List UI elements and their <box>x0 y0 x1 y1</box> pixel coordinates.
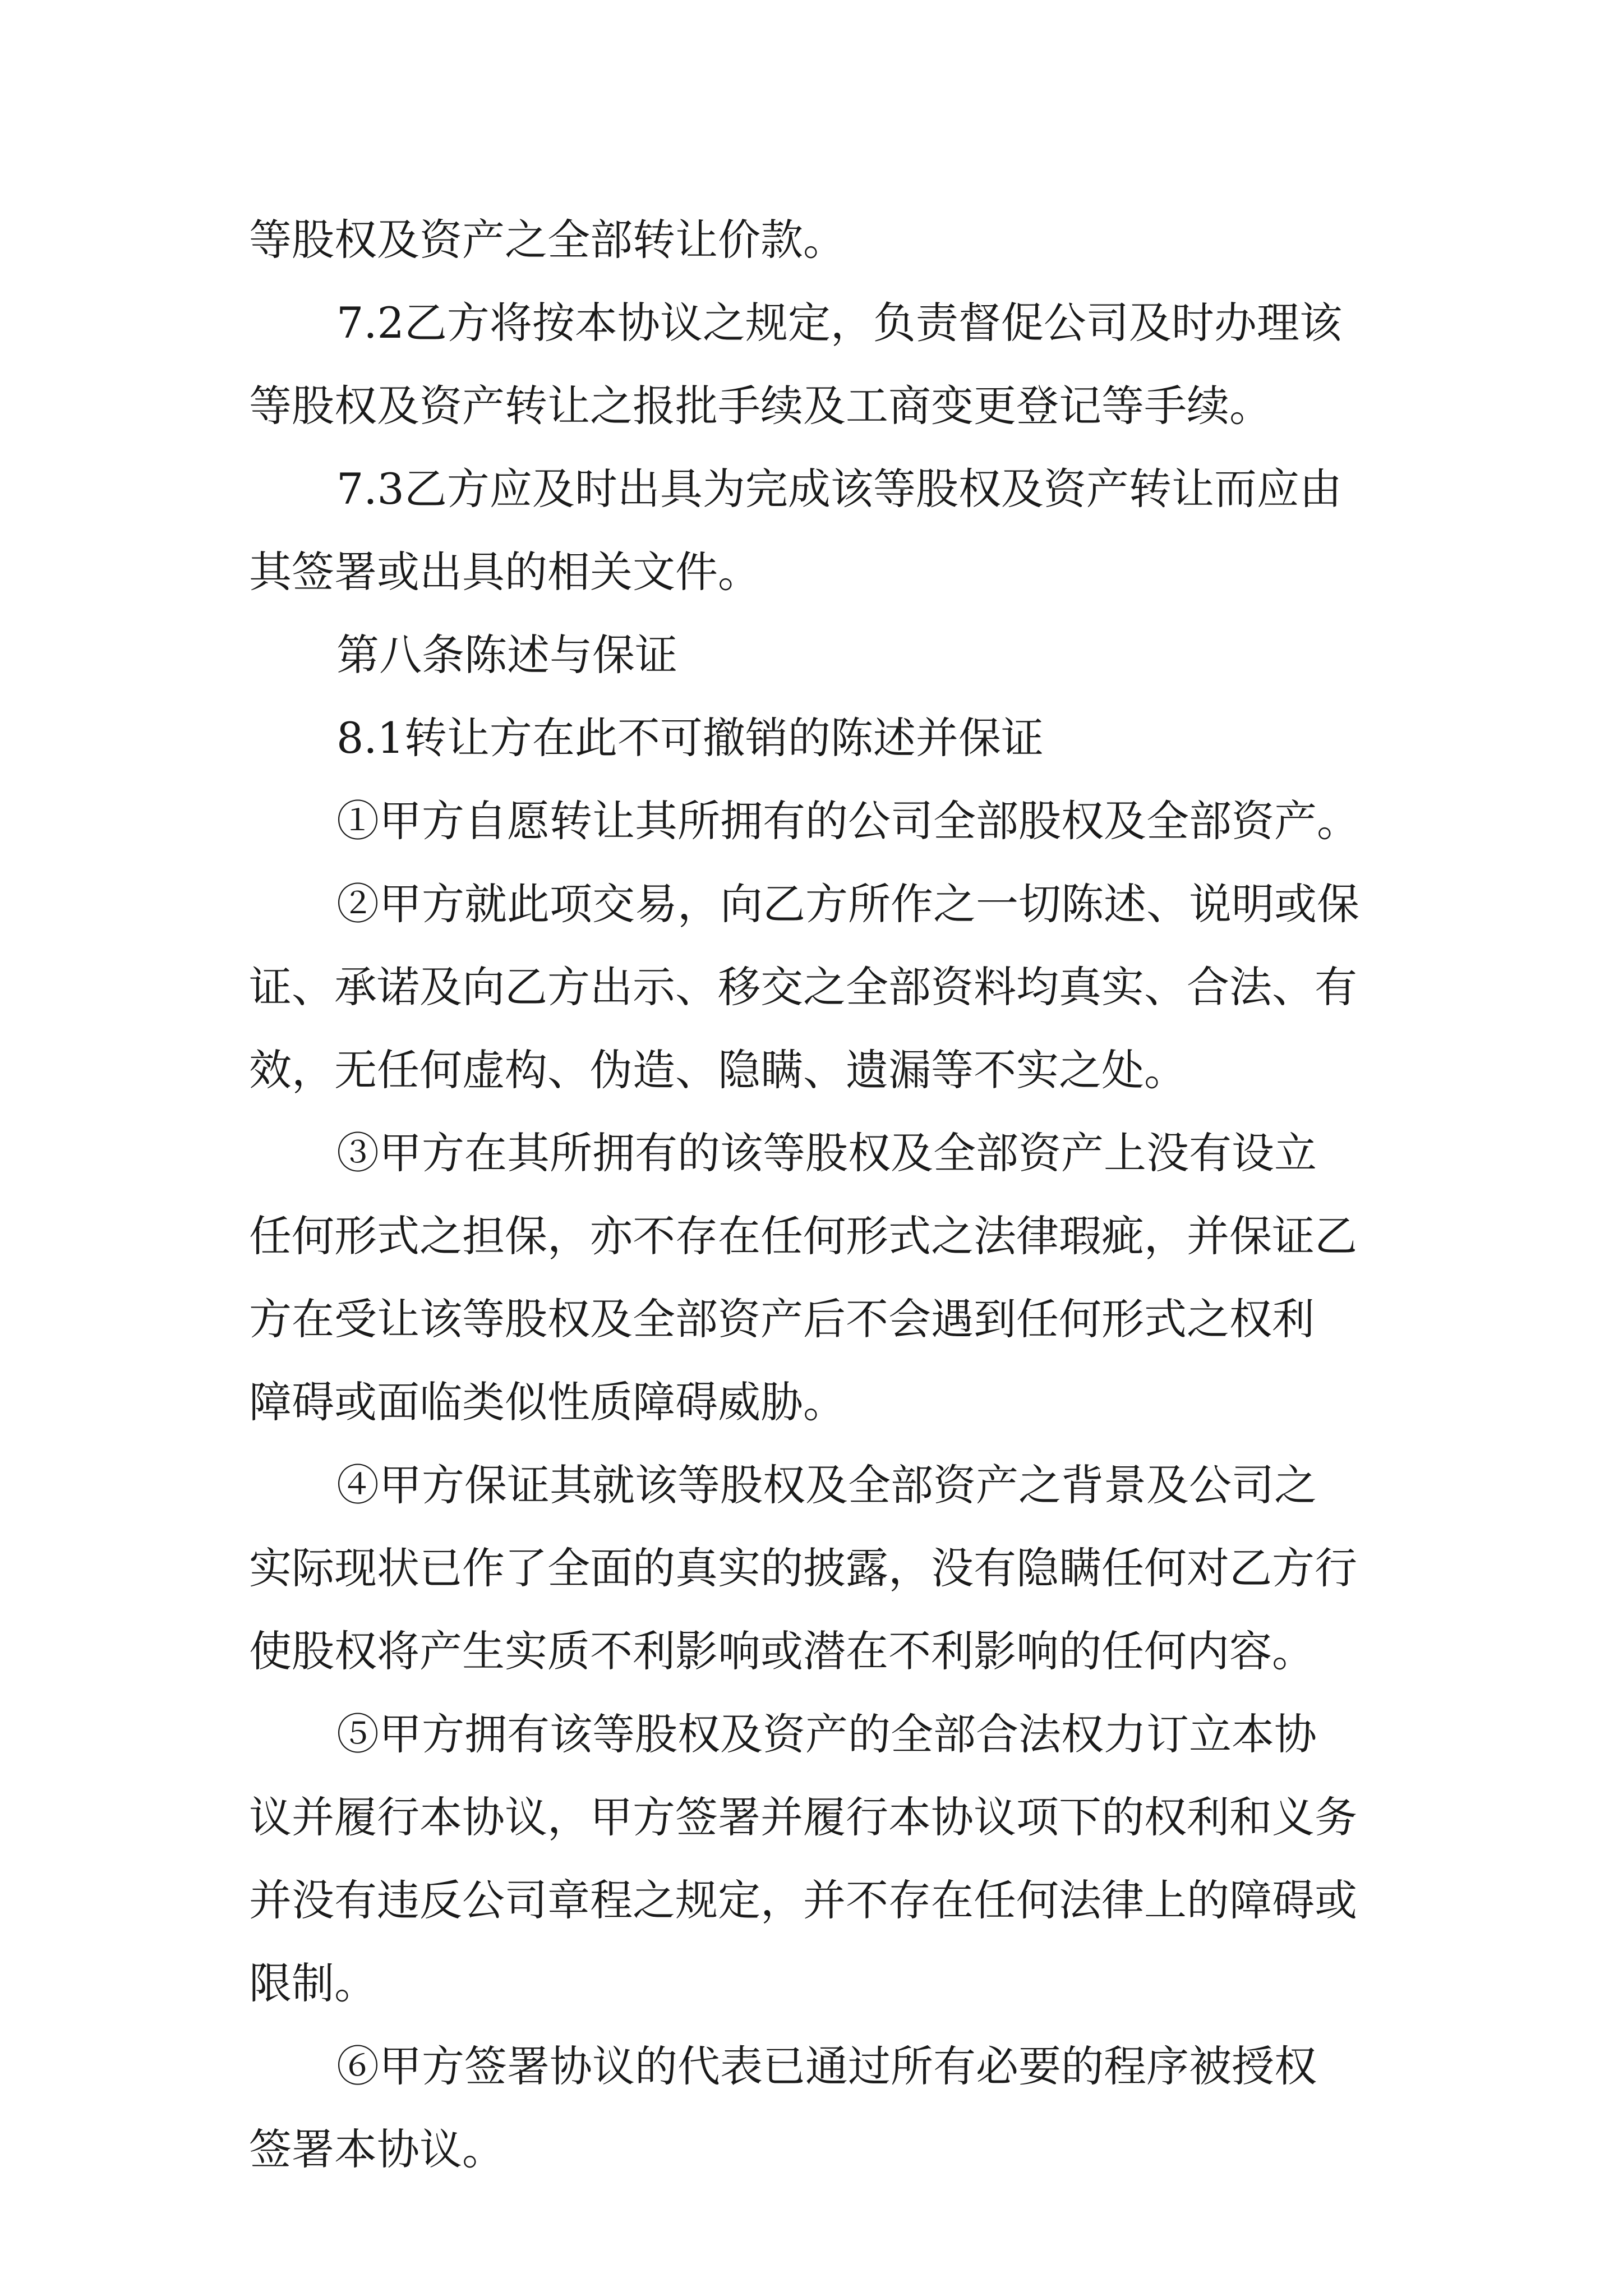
item-5-cont-3: 限制。 <box>249 1958 377 2008</box>
item-3: ③甲方在其所拥有的该等股权及全部资产上没有设立 <box>336 1128 1317 1178</box>
item-6: ⑥甲方签署协议的代表已通过所有必要的程序被授权 <box>336 2041 1317 2091</box>
item-5-cont-2: 并没有违反公司章程之规定，并不存在任何法律上的障碍或 <box>249 1875 1357 1925</box>
item-4-cont-1: 实际现状已作了全面的真实的披露，没有隐瞒任何对乙方行 <box>249 1543 1357 1593</box>
clause-8-1: 8.1转让方在此不可撤销的陈述并保证 <box>336 713 1044 763</box>
clause-7-2: 7.2乙方将按本协议之规定，负责督促公司及时办理该 <box>336 298 1342 348</box>
clause-7-3: 7.3乙方应及时出具为完成该等股权及资产转让而应由 <box>336 464 1342 514</box>
clause-7-3-cont: 其签署或出具的相关文件。 <box>249 547 760 597</box>
article-8-heading: 第八条陈述与保证 <box>336 630 677 680</box>
item-2: ②甲方就此项交易，向乙方所作之一切陈述、说明或保 <box>336 879 1359 929</box>
item-5: ⑤甲方拥有该等股权及资产的全部合法权力订立本协 <box>336 1709 1317 1759</box>
paragraph-7-1-end: 等股权及资产之全部转让价款。 <box>249 215 846 265</box>
item-6-cont: 签署本协议。 <box>249 2124 505 2174</box>
item-3-cont-3: 障碍或面临类似性质障碍威胁。 <box>249 1377 846 1427</box>
item-3-cont-2: 方在受让该等股权及全部资产后不会遇到任何形式之权利 <box>249 1294 1315 1344</box>
item-2-cont-2: 效，无任何虚构、伪造、隐瞒、遗漏等不实之处。 <box>249 1045 1187 1095</box>
item-4: ④甲方保证其就该等股权及全部资产之背景及公司之 <box>336 1460 1317 1510</box>
item-1: ①甲方自愿转让其所拥有的公司全部股权及全部资产。 <box>336 796 1359 846</box>
clause-7-2-cont: 等股权及资产转让之报批手续及工商变更登记等手续。 <box>249 381 1272 431</box>
item-2-cont-1: 证、承诺及向乙方出示、移交之全部资料均真实、合法、有 <box>249 962 1357 1012</box>
item-5-cont-1: 议并履行本协议，甲方签署并履行本协议项下的权利和义务 <box>249 1792 1357 1842</box>
item-4-cont-2: 使股权将产生实质不利影响或潜在不利影响的任何内容。 <box>249 1626 1315 1676</box>
item-3-cont-1: 任何形式之担保，亦不存在任何形式之法律瑕疵，并保证乙 <box>249 1211 1357 1261</box>
